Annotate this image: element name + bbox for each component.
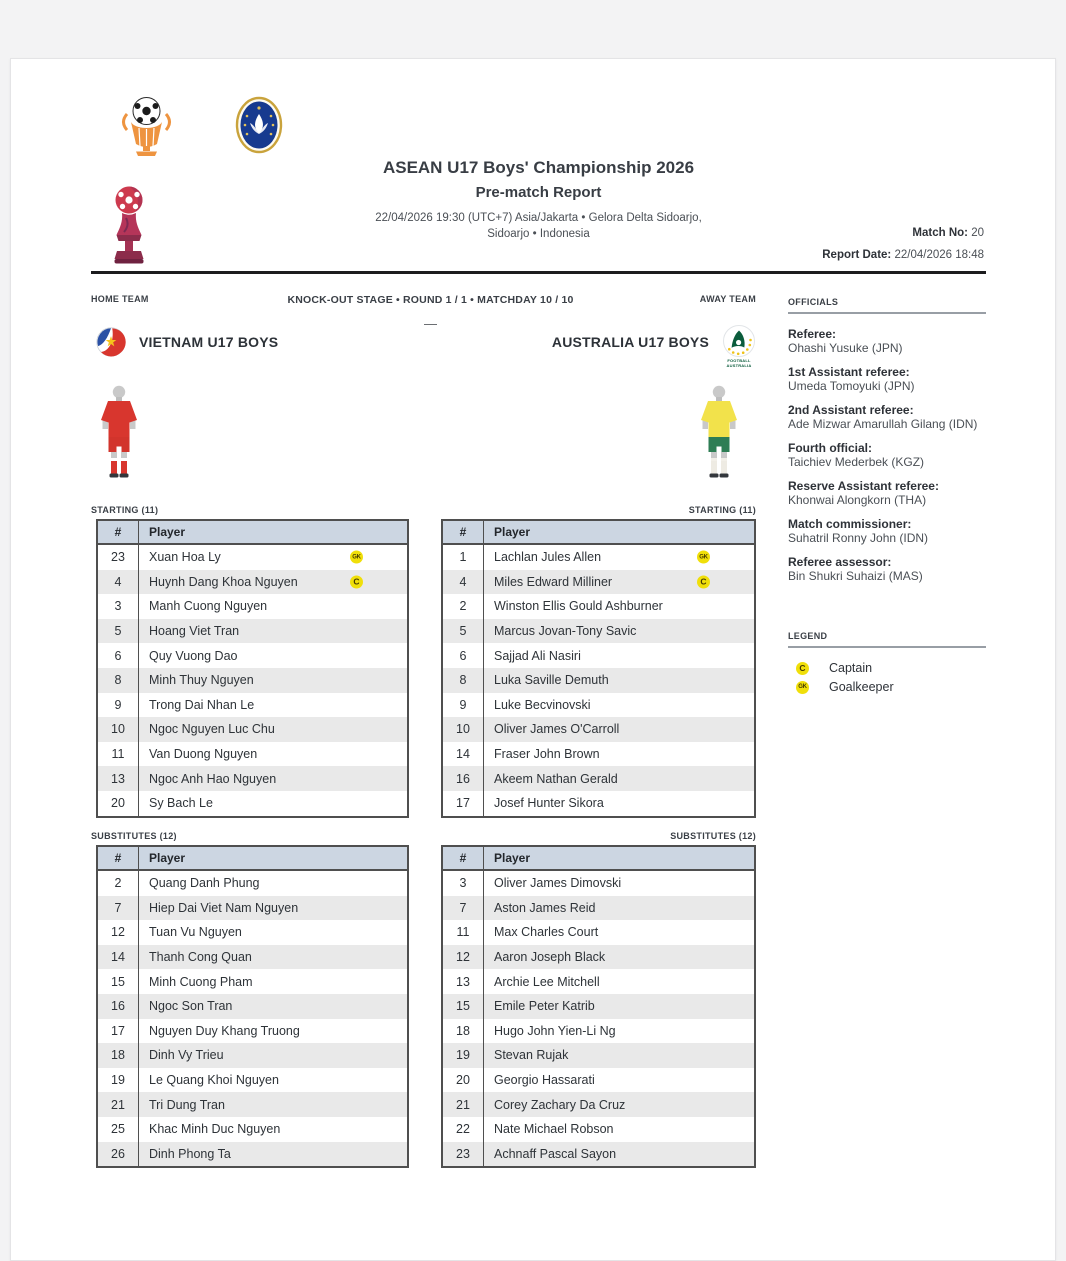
- table-header-row: [98, 847, 407, 871]
- player-name: Ngoc Son Tran: [149, 999, 233, 1014]
- player-name: Akeem Nathan Gerald: [494, 771, 618, 786]
- player-row: [443, 668, 754, 693]
- player-row: [98, 570, 407, 595]
- player-row: [443, 570, 754, 595]
- player-badge-icon: C: [350, 575, 363, 588]
- officials-title: OFFICIALS: [788, 297, 839, 307]
- match-no-label: Match No:: [912, 227, 968, 239]
- player-row: [443, 994, 754, 1019]
- legend-panel: [788, 631, 986, 699]
- player-name: Quy Vuong Dao: [149, 648, 238, 663]
- home-team-name: VIETNAM U17 BOYS: [139, 334, 279, 350]
- col-player-header: Player: [483, 521, 754, 543]
- player-row: [98, 791, 407, 816]
- player-number: 7: [114, 900, 122, 915]
- player-name: Quang Danh Phung: [149, 876, 260, 891]
- player-row: [98, 717, 407, 742]
- player-row: [98, 1068, 407, 1093]
- header-divider: [91, 271, 986, 274]
- player-name: Minh Thuy Nguyen: [149, 673, 254, 688]
- player-name: Huynh Dang Khoa Nguyen: [149, 574, 298, 589]
- player-number: 9: [114, 697, 122, 712]
- player-number: 2: [459, 599, 467, 614]
- legend-rule: [788, 646, 986, 648]
- col-player-header: Player: [483, 847, 754, 869]
- player-row: [443, 1043, 754, 1068]
- australia-crest-icon: [722, 325, 756, 359]
- player-number: 18: [111, 1048, 125, 1063]
- player-number: 8: [114, 673, 122, 688]
- player-number: 20: [456, 1073, 470, 1088]
- player-name: Corey Zachary Da Cruz: [494, 1097, 626, 1112]
- player-number: 10: [111, 722, 125, 737]
- player-number: 12: [111, 925, 125, 940]
- player-row: [98, 1117, 407, 1142]
- page-title: ASEAN U17 Boys' Championship 2026: [382, 158, 695, 177]
- player-row: [98, 619, 407, 644]
- player-row: [98, 920, 407, 945]
- player-number: 21: [111, 1097, 125, 1112]
- player-number: 10: [456, 722, 470, 737]
- player-row: [443, 871, 754, 896]
- away-starting-table: [441, 519, 756, 818]
- home-kit-icon: [96, 384, 142, 481]
- officials-panel: [788, 297, 986, 593]
- official-role: Reserve Assistant referee:: [788, 479, 939, 493]
- player-name: Van Duong Nguyen: [149, 747, 258, 762]
- away-team-label: AWAY TEAM: [699, 294, 756, 304]
- player-number: 17: [456, 796, 470, 811]
- away-kit-icon: [696, 384, 742, 481]
- away-subs-table: [441, 845, 756, 1168]
- match-no-value: 20: [971, 227, 984, 239]
- player-name: Sajjad Ali Nasiri: [494, 648, 581, 663]
- player-badge-icon: C: [697, 575, 710, 588]
- table-header-row: [443, 847, 754, 871]
- player-number: 14: [456, 747, 470, 762]
- player-name: Max Charles Court: [494, 925, 599, 940]
- vietnam-crest-icon: [96, 327, 126, 357]
- player-number: 3: [114, 599, 122, 614]
- official-name: Taichiev Mederbek (KGZ): [788, 455, 925, 469]
- officials-rule: [788, 312, 986, 314]
- player-number: 6: [114, 648, 122, 663]
- player-badge-icon: GK: [350, 551, 363, 564]
- player-number: 6: [459, 648, 467, 663]
- player-row: [443, 594, 754, 619]
- player-number: 11: [111, 747, 125, 762]
- player-row: [98, 742, 407, 767]
- player-number: 26: [111, 1146, 125, 1161]
- col-player-header: Player: [138, 521, 407, 543]
- player-name: Tri Dung Tran: [149, 1097, 225, 1112]
- official-role: Referee:: [788, 327, 837, 341]
- aff-logo-icon: [119, 94, 174, 156]
- player-row: [443, 619, 754, 644]
- official-name: Umeda Tomoyuki (JPN): [788, 379, 915, 393]
- player-name: Xuan Hoa Ly: [149, 550, 221, 565]
- player-name: Aston James Reid: [494, 900, 596, 915]
- player-row: [98, 766, 407, 791]
- stage-text: KNOCK-OUT STAGE • ROUND 1 / 1 • MATCHDAY 10 / 10: [287, 294, 574, 306]
- player-row: [443, 742, 754, 767]
- player-row: [443, 545, 754, 570]
- player-row: [443, 791, 754, 816]
- player-number: 2: [114, 876, 122, 891]
- away-subs-label: SUBSTITUTES (12): [670, 831, 756, 841]
- legend-item-label: Captain: [829, 661, 873, 675]
- col-number-header: #: [459, 525, 467, 539]
- player-name: Ngoc Anh Hao Nguyen: [149, 771, 277, 786]
- player-name: Sy Bach Le: [149, 796, 213, 811]
- legend-badge-icon: C: [796, 662, 809, 675]
- match-meta: [822, 225, 984, 264]
- player-number: 7: [459, 900, 467, 915]
- player-number: 17: [111, 1023, 125, 1038]
- player-name: Dinh Vy Trieu: [149, 1048, 224, 1063]
- official-role: Fourth official:: [788, 441, 872, 455]
- col-number-header: #: [114, 851, 122, 865]
- match-datetime-line2: Sidoarjo • Indonesia: [487, 228, 590, 240]
- player-name: Miles Edward Milliner: [494, 574, 613, 589]
- official-entry: [788, 555, 986, 584]
- player-number: 15: [456, 999, 470, 1014]
- legend-badge-icon: GK: [796, 681, 809, 694]
- player-name: Hoang Viet Tran: [149, 624, 240, 639]
- player-number: 4: [459, 574, 467, 589]
- official-entry: [788, 403, 986, 432]
- player-row: [443, 945, 754, 970]
- legend-item: [788, 661, 986, 675]
- player-name: Lachlan Jules Allen: [494, 550, 602, 565]
- player-row: [98, 668, 407, 693]
- player-name: Oliver James O'Carroll: [494, 722, 620, 737]
- official-role: 2nd Assistant referee:: [788, 403, 914, 417]
- player-name: Josef Hunter Sikora: [494, 796, 604, 811]
- player-number: 25: [111, 1122, 125, 1137]
- report-subtitle: Pre-match Report: [475, 184, 602, 201]
- player-row: [443, 1068, 754, 1093]
- official-entry: [788, 365, 986, 394]
- australia-crest-caption: FOOTBALL AUSTRALIA: [726, 358, 752, 368]
- official-entry: [788, 441, 986, 470]
- player-name: Tuan Vu Nguyen: [149, 925, 242, 940]
- player-number: 5: [459, 624, 467, 639]
- player-row: [98, 896, 407, 921]
- player-row: [98, 945, 407, 970]
- player-name: Nguyen Duy Khang Truong: [149, 1023, 300, 1038]
- official-entry: [788, 479, 986, 508]
- official-name: Suhatril Ronny John (IDN): [788, 531, 929, 545]
- player-row: [98, 1043, 407, 1068]
- player-row: [443, 1142, 754, 1167]
- player-number: 23: [456, 1146, 470, 1161]
- player-name: Minh Cuong Pham: [149, 974, 253, 989]
- player-name: Khac Minh Duc Nguyen: [149, 1122, 281, 1137]
- player-number: 3: [459, 876, 467, 891]
- official-entry: [788, 327, 986, 356]
- player-name: Marcus Jovan-Tony Savic: [494, 624, 637, 639]
- player-row: [443, 896, 754, 921]
- player-name: Thanh Cong Quan: [149, 950, 252, 965]
- player-number: 23: [111, 550, 125, 565]
- player-name: Luke Becvinovski: [494, 697, 591, 712]
- player-name: Dinh Phong Ta: [149, 1146, 231, 1161]
- player-name: Aaron Joseph Black: [494, 950, 606, 965]
- match-datetime-line1: 22/04/2026 19:30 (UTC+7) Asia/Jakarta • Gelora Delta Sidoarjo,: [375, 212, 702, 224]
- player-row: [443, 969, 754, 994]
- table-header-row: [443, 521, 754, 545]
- player-name: Emile Peter Katrib: [494, 999, 595, 1014]
- player-row: [98, 969, 407, 994]
- player-number: 19: [456, 1048, 470, 1063]
- player-row: [98, 1092, 407, 1117]
- report-date-label: Report Date:: [822, 249, 892, 261]
- player-row: [98, 1019, 407, 1044]
- player-row: [443, 1117, 754, 1142]
- player-row: [98, 643, 407, 668]
- player-name: Nate Michael Robson: [494, 1122, 614, 1137]
- player-number: 11: [456, 925, 470, 940]
- official-entry: [788, 517, 986, 546]
- player-row: [98, 1142, 407, 1167]
- home-team: [96, 327, 278, 357]
- player-name: Archie Lee Mitchell: [494, 974, 600, 989]
- player-row: [443, 717, 754, 742]
- home-starting-table: [96, 519, 409, 818]
- player-row: [443, 693, 754, 718]
- legend-item-label: Goalkeeper: [829, 680, 894, 694]
- official-name: Ohashi Yusuke (JPN): [788, 341, 903, 355]
- away-starting-label: STARTING (11): [688, 505, 756, 515]
- player-number: 1: [459, 550, 467, 565]
- player-number: 5: [114, 624, 122, 639]
- player-row: [443, 643, 754, 668]
- away-team-name: AUSTRALIA U17 BOYS: [551, 334, 709, 350]
- player-number: 20: [111, 796, 125, 811]
- player-number: 8: [459, 673, 467, 688]
- player-badge-icon: GK: [697, 551, 710, 564]
- official-role: Referee assessor:: [788, 555, 892, 569]
- player-number: 22: [456, 1122, 470, 1137]
- home-starting-label: STARTING (11): [91, 505, 159, 515]
- player-number: 12: [456, 950, 470, 965]
- pssi-logo-icon: [235, 96, 283, 154]
- official-name: Khonwai Alongkorn (THA): [788, 493, 927, 507]
- player-number: 9: [459, 697, 467, 712]
- official-role: Match commissioner:: [788, 517, 912, 531]
- home-team-label: HOME TEAM: [91, 294, 149, 304]
- player-number: 15: [111, 974, 125, 989]
- player-name: Winston Ellis Gould Ashburner: [494, 599, 663, 614]
- player-row: [98, 545, 407, 570]
- player-row: [443, 766, 754, 791]
- player-number: 14: [111, 950, 125, 965]
- player-number: 16: [111, 999, 125, 1014]
- player-number: 18: [456, 1023, 470, 1038]
- player-name: Fraser John Brown: [494, 747, 600, 762]
- player-number: 21: [456, 1097, 470, 1112]
- home-subs-table: [96, 845, 409, 1168]
- player-row: [443, 1092, 754, 1117]
- player-row: [98, 994, 407, 1019]
- col-number-header: #: [114, 525, 122, 539]
- player-name: Hugo John Yien-Li Ng: [494, 1023, 616, 1038]
- col-player-header: Player: [138, 847, 407, 869]
- player-name: Oliver James Dimovski: [494, 876, 622, 891]
- score-placeholder: —: [424, 316, 437, 331]
- official-name: Ade Mizwar Amarullah Gilang (IDN): [788, 417, 978, 431]
- player-name: Le Quang Khoi Nguyen: [149, 1073, 279, 1088]
- col-number-header: #: [459, 851, 467, 865]
- player-row: [98, 871, 407, 896]
- player-name: Ngoc Nguyen Luc Chu: [149, 722, 275, 737]
- official-role: 1st Assistant referee:: [788, 365, 910, 379]
- player-name: Manh Cuong Nguyen: [149, 599, 268, 614]
- player-row: [443, 1019, 754, 1044]
- away-team: [551, 325, 756, 368]
- legend-title: LEGEND: [788, 631, 828, 641]
- player-name: Luka Saville Demuth: [494, 673, 609, 688]
- report-date-value: 22/04/2026 18:48: [894, 249, 984, 261]
- player-name: Stevan Rujak: [494, 1048, 569, 1063]
- player-row: [443, 920, 754, 945]
- player-number: 13: [111, 771, 125, 786]
- player-row: [98, 693, 407, 718]
- player-name: Georgio Hassarati: [494, 1073, 595, 1088]
- player-name: Achnaff Pascal Sayon: [494, 1146, 617, 1161]
- player-number: 4: [114, 574, 122, 589]
- report-page: [10, 58, 1056, 1261]
- official-name: Bin Shukri Suhaizi (MAS): [788, 569, 923, 583]
- player-name: Trong Dai Nhan Le: [149, 697, 255, 712]
- player-number: 16: [456, 771, 470, 786]
- player-number: 13: [456, 974, 470, 989]
- legend-item: [788, 680, 986, 694]
- table-header-row: [98, 521, 407, 545]
- home-subs-label: SUBSTITUTES (12): [91, 831, 177, 841]
- player-number: 19: [111, 1073, 125, 1088]
- player-row: [98, 594, 407, 619]
- player-name: Hiep Dai Viet Nam Nguyen: [149, 900, 299, 915]
